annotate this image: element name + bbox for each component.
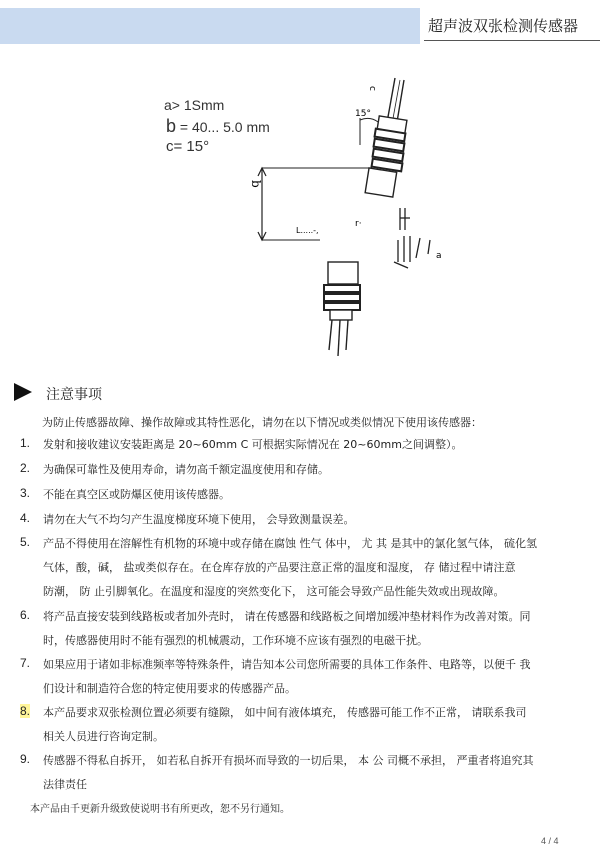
lower-sensor (324, 262, 360, 356)
triangle-bullet-icon (14, 383, 32, 401)
item-line: 如果应用于诸如非标准频率等特殊条件，请告知本公司您所需要的具体工作条件、电路等，以便千 我 (43, 658, 531, 671)
spec-b-prefix: b (166, 116, 177, 136)
item-line: 们设计和制造符合您的特定使用要求的传感器产品。 (43, 682, 296, 695)
item-line: 将产品直接安装到线路板或者加外壳时， 请在传感器和线路板之间增加缓冲垫材料作为改善对策。同 (43, 610, 531, 623)
item-line: 相关人员进行咨询定制。 (43, 730, 164, 743)
sensor-mounting-diagram (0, 0, 604, 370)
item-line: 气体，酸，碱， 盐或类似存在。在仓库存放的产品要注意正常的温度和湿度， 存 储过程中请注意 (43, 561, 516, 574)
item-number: 5. (20, 535, 31, 549)
item-line: 为确保可靠性及使用寿命，请勿高千额定温度使用和存储。 (43, 463, 329, 476)
intro-text: 为防止传感器故障、操作故障或其特性恶化，请勿在以下情况或类似情况下使用该传感器： (42, 416, 482, 429)
label-r: r· (355, 219, 362, 229)
label-a: a (436, 251, 442, 261)
page-number: 4 / 4 (541, 836, 559, 846)
label-l: L.....-, (296, 226, 319, 235)
item-line: 发射和接收建议安装距离是 20~60mm C 可根据实际情况在 20~60mm之间调整）。 (43, 438, 463, 451)
item-number: 7. (20, 656, 31, 670)
item-line: 本产品要求双张检测位置必须要有缝隙， 如中间有液体填充， 传感器可能工作不正常， 请联系我司 (43, 706, 527, 719)
vertical-marks (394, 208, 430, 268)
item-line: 时，传感器使用时不能有强烈的机械震动，工作环境不应该有强烈的电磁干扰。 (43, 634, 428, 647)
item-line: 防潮， 防 止引脚氧化。在温度和湿度的突然变化下， 这可能会导致产品性能失效或出现故障。 (43, 585, 505, 598)
item-line: 不能在真空区或防爆区使用该传感器。 (43, 488, 230, 501)
page-title: 超声波双张检测传感器 (428, 17, 579, 35)
item-number: 2. (20, 461, 31, 475)
item-number: 6. (20, 608, 31, 622)
label-15-degree: 15° (355, 109, 371, 119)
section-title: 注意事项 (46, 387, 102, 403)
upper-sensor (360, 78, 407, 197)
footer-note: 本产品由千更新升级致使说明书有所更改，恕不另行通知。 (30, 804, 290, 815)
spec-b-value: = 40... 5.0 mm (179, 119, 270, 135)
label-b: b (249, 180, 263, 188)
item-line: 法律责任 (43, 778, 87, 791)
item-line: 请勿在大气不均匀产生温度梯度环境下使用， 会导致测量误差。 (43, 513, 355, 526)
spec-c-prefix: c (166, 138, 174, 155)
item-number: 9. (20, 752, 31, 766)
item-number: 4. (20, 511, 31, 525)
spec-a: a> 1Smm (164, 97, 225, 113)
item-line: 产品不得使用在溶解性有机物的环境中或存储在腐蚀 性气 体中， 尤 其 是其中的氯化氢气体， 硫化氢 (43, 537, 537, 550)
item-number: 1. (20, 436, 31, 450)
item-line: 传感器不得私自拆开， 如若私自拆开有损坏而导致的一切后果， 本 公 司概不承担， 严重者将追究其 (43, 754, 534, 767)
spec-c-value: = 15° (173, 138, 210, 155)
item-number: 8. (20, 704, 31, 718)
item-number: 3. (20, 486, 31, 500)
label-c: c (367, 86, 377, 91)
